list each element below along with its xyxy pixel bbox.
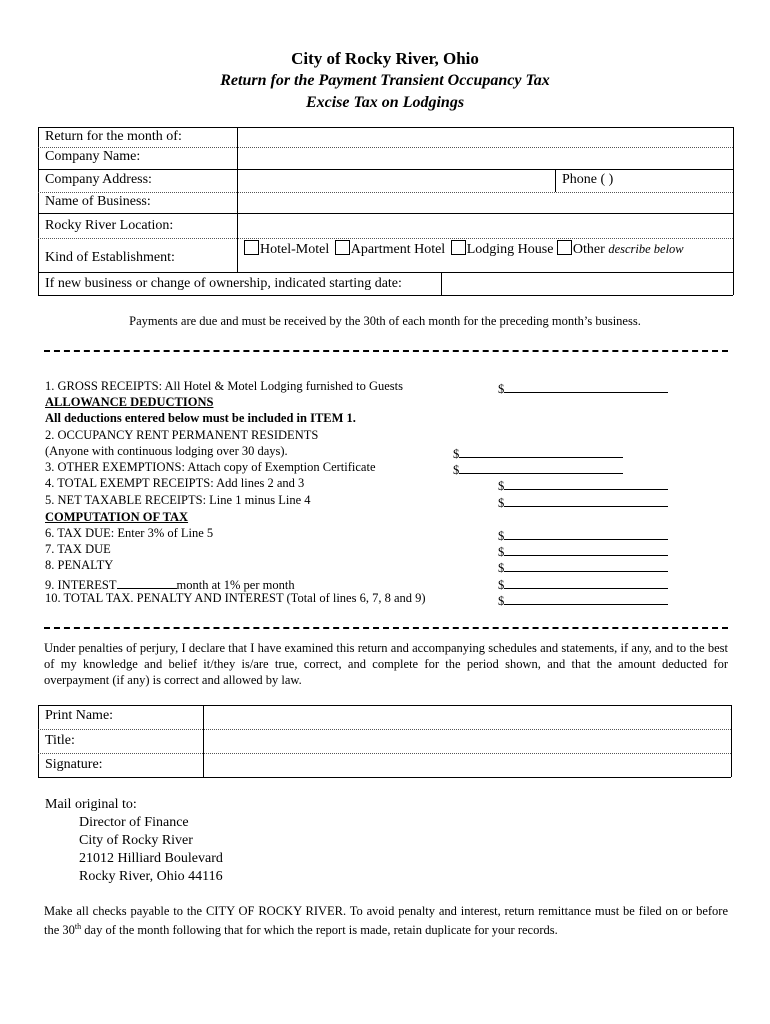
line-3-label: 3. OTHER EXEMPTIONS: Attach copy of Exemption Certificate — [45, 460, 376, 474]
hotel-motel-option[interactable]: Hotel-Motel — [244, 242, 329, 257]
line-3-amount[interactable]: $ — [453, 460, 623, 478]
line-6-amount[interactable]: $ — [498, 526, 668, 544]
line-9-label: 9. INTEREST month at 1% per month — [45, 575, 295, 593]
line-8-amount[interactable]: $ — [498, 558, 668, 576]
line-2-note: (Anyone with continuous lodging over 30 days). — [45, 444, 288, 458]
form-subtitle: Return for the Payment Transient Occupancy Tax — [220, 72, 550, 89]
line-7-label: 7. TAX DUE — [45, 542, 111, 556]
allowance-heading: ALLOWANCE DEDUCTIONS — [45, 395, 214, 409]
company-address-field[interactable] — [238, 170, 554, 191]
line-8-label: 8. PENALTY — [45, 558, 114, 572]
allowance-note: All deductions entered below must be included in ITEM 1. — [45, 411, 356, 425]
company-name-field[interactable] — [238, 148, 732, 168]
mail-line-1: Director of Finance — [79, 815, 189, 830]
line-4-amount[interactable]: $ — [498, 476, 668, 494]
line-7-amount[interactable]: $ — [498, 542, 668, 560]
new-business-label: If new business or change of ownership, indicated starting date: — [45, 276, 402, 291]
line-6-label: 6. TAX DUE: Enter 3% of Line 5 — [45, 526, 214, 540]
computation-heading: COMPUTATION OF TAX — [45, 510, 189, 524]
line-4-label: 4. TOTAL EXEMPT RECEIPTS: Add lines 2 and 3 — [45, 476, 305, 490]
line-9-amount[interactable]: $ — [498, 575, 668, 593]
mail-line-4: Rocky River, Ohio 44116 — [79, 869, 223, 884]
line-5-label: 5. NET TAXABLE RECEIPTS: Line 1 minus Line 4 — [45, 493, 311, 507]
checkbox-icon[interactable] — [244, 240, 259, 255]
checkbox-icon[interactable] — [451, 240, 466, 255]
title-label: Title: — [45, 733, 75, 748]
phone-label: Phone ( ) — [562, 172, 614, 187]
perjury-declaration: Under penalties of perjury, I declare that I have examined this return and accompanying schedules and statements, if any, and to the best of my knowledge and belief it/they is/are true, correct, and complete for the period shown, and that the amount deducted for overpayment (if any) is correct and allowed by law. — [44, 641, 728, 687]
business-name-field[interactable] — [238, 193, 732, 212]
starting-date-field[interactable] — [442, 273, 732, 294]
establishment-options — [244, 240, 684, 258]
business-name-label: Name of Business: — [45, 194, 151, 209]
divider-dashed — [44, 350, 728, 352]
form-subtitle-2: Excise Tax on Lodgings — [305, 94, 465, 111]
line-10-amount[interactable]: $ — [498, 591, 668, 609]
month-field[interactable] — [238, 128, 732, 147]
mail-line-2: City of Rocky River — [79, 833, 193, 848]
kind-of-establishment-label: Kind of Establishment: — [45, 250, 175, 265]
title-field[interactable] — [204, 730, 730, 752]
mail-heading: Mail original to: — [45, 797, 137, 812]
checkbox-icon[interactable] — [335, 240, 350, 255]
divider-dashed-2 — [44, 627, 728, 629]
line-1-label: 1. GROSS RECEIPTS: All Hotel & Motel Lodging furnished to Guests — [45, 379, 403, 393]
mail-line-3: 21012 Hilliard Boulevard — [79, 851, 223, 866]
payment-note: Payments are due and must be received by the 30th of each month for the preceding month’s business. — [129, 314, 641, 328]
apartment-hotel-option[interactable]: Apartment Hotel — [335, 242, 445, 257]
location-field[interactable] — [238, 214, 732, 237]
month-label: Return for the month of: — [45, 129, 182, 144]
company-address-label: Company Address: — [45, 172, 152, 187]
line-2-amount[interactable]: $ — [453, 444, 623, 462]
checkbox-icon[interactable] — [557, 240, 572, 255]
company-name-label: Company Name: — [45, 149, 141, 164]
print-name-label: Print Name: — [45, 708, 114, 723]
footer-instructions: Make all checks payable to the CITY OF ROCKY RIVER. To avoid penalty and interest, return remittance must be filed on or before the 30th day of the month following that for which the report is made, retain duplicate for your records. — [44, 904, 728, 938]
signature-label: Signature: — [45, 757, 103, 772]
line-2-label: 2. OCCUPANCY RENT PERMANENT RESIDENTS — [45, 428, 319, 442]
form-title: City of Rocky River, Ohio — [291, 49, 479, 68]
other-describe-note: describe below — [608, 242, 684, 256]
other-option[interactable]: Other — [557, 242, 605, 257]
location-label: Rocky River Location: — [45, 218, 174, 233]
signature-field[interactable] — [204, 754, 730, 776]
line-5-amount[interactable]: $ — [498, 493, 668, 511]
print-name-field[interactable] — [204, 706, 730, 728]
line-1-amount[interactable]: $ — [498, 379, 668, 397]
lodging-house-option[interactable]: Lodging House — [451, 242, 554, 257]
line-10-label: 10. TOTAL TAX. PENALTY AND INTEREST (Total of lines 6, 7, 8 and 9) — [45, 591, 426, 605]
interest-months-field[interactable] — [117, 575, 177, 589]
